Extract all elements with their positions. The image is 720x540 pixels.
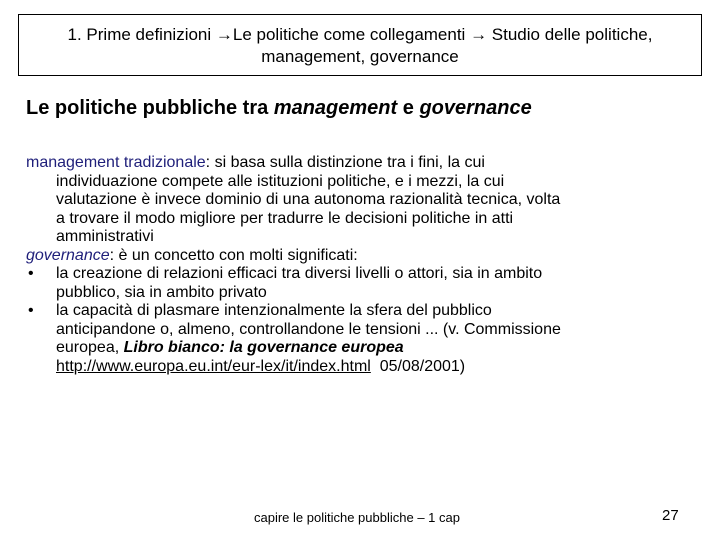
list-item	[26, 302, 706, 376]
slide-header	[18, 14, 702, 76]
bullet2-line-2-pre: europea,	[56, 339, 124, 356]
management-line-3: a trovare il modo migliore per tradurre le decisioni politiche in atti	[56, 209, 514, 227]
arrow-icon: →	[470, 25, 488, 44]
management-line-2: valutazione è invece dominio di una autonoma razionalità tecnica, volta	[56, 191, 561, 208]
list-item	[26, 265, 706, 302]
bullet1-line-0: la creazione di relazioni efficaci tra diversi livelli o attori, sia in ambito	[56, 265, 543, 282]
governance-rest: : è un concetto con molti significati:	[109, 246, 358, 264]
bullet-icon: •	[28, 302, 34, 319]
governance-term: governance	[26, 246, 110, 264]
governance-definition	[26, 247, 706, 377]
link-date: 05/08/2001)	[370, 357, 466, 375]
bullet2-line-0: la capacità di plasmare intenzionalmente la sfera del pubblico	[56, 302, 492, 319]
header-part3: Studio delle politiche, management, governance	[261, 25, 653, 66]
title-italic2: governance	[419, 97, 532, 119]
page-number: 27	[662, 507, 679, 524]
management-definition	[26, 154, 706, 247]
bullet1-line-1: pubblico, sia in ambito privato	[56, 283, 267, 301]
slide-title	[26, 97, 532, 120]
management-line-4: amministrativi	[56, 228, 154, 245]
management-term: management tradizionale	[26, 154, 206, 171]
title-plain1: Le politiche pubbliche tra	[26, 97, 274, 119]
header-part1: 1. Prime definizioni	[67, 25, 216, 44]
eurlex-link[interactable]: http://www.europa.eu.int/eur-lex/it/index.html	[56, 357, 371, 375]
book-title: Libro bianco: la governance europea	[123, 339, 404, 356]
footer-caption: capire le politiche pubbliche – 1 cap	[254, 510, 460, 525]
bullet2-line-1: anticipandone o, almeno, controllandone le tensioni ... (v. Commissione	[56, 320, 561, 338]
bullet-icon: •	[28, 265, 34, 282]
management-line-1: individuazione compete alle istituzioni politiche, e i mezzi, la cui	[56, 172, 505, 190]
arrow-icon: →	[215, 25, 233, 44]
title-plain2: e	[397, 97, 420, 119]
header-part2: Le politiche come collegamenti	[232, 25, 471, 44]
title-italic1: management	[273, 97, 398, 119]
slide-body	[26, 154, 706, 376]
management-line-0: : si basa sulla distinzione tra i fini, la cui	[205, 154, 485, 171]
